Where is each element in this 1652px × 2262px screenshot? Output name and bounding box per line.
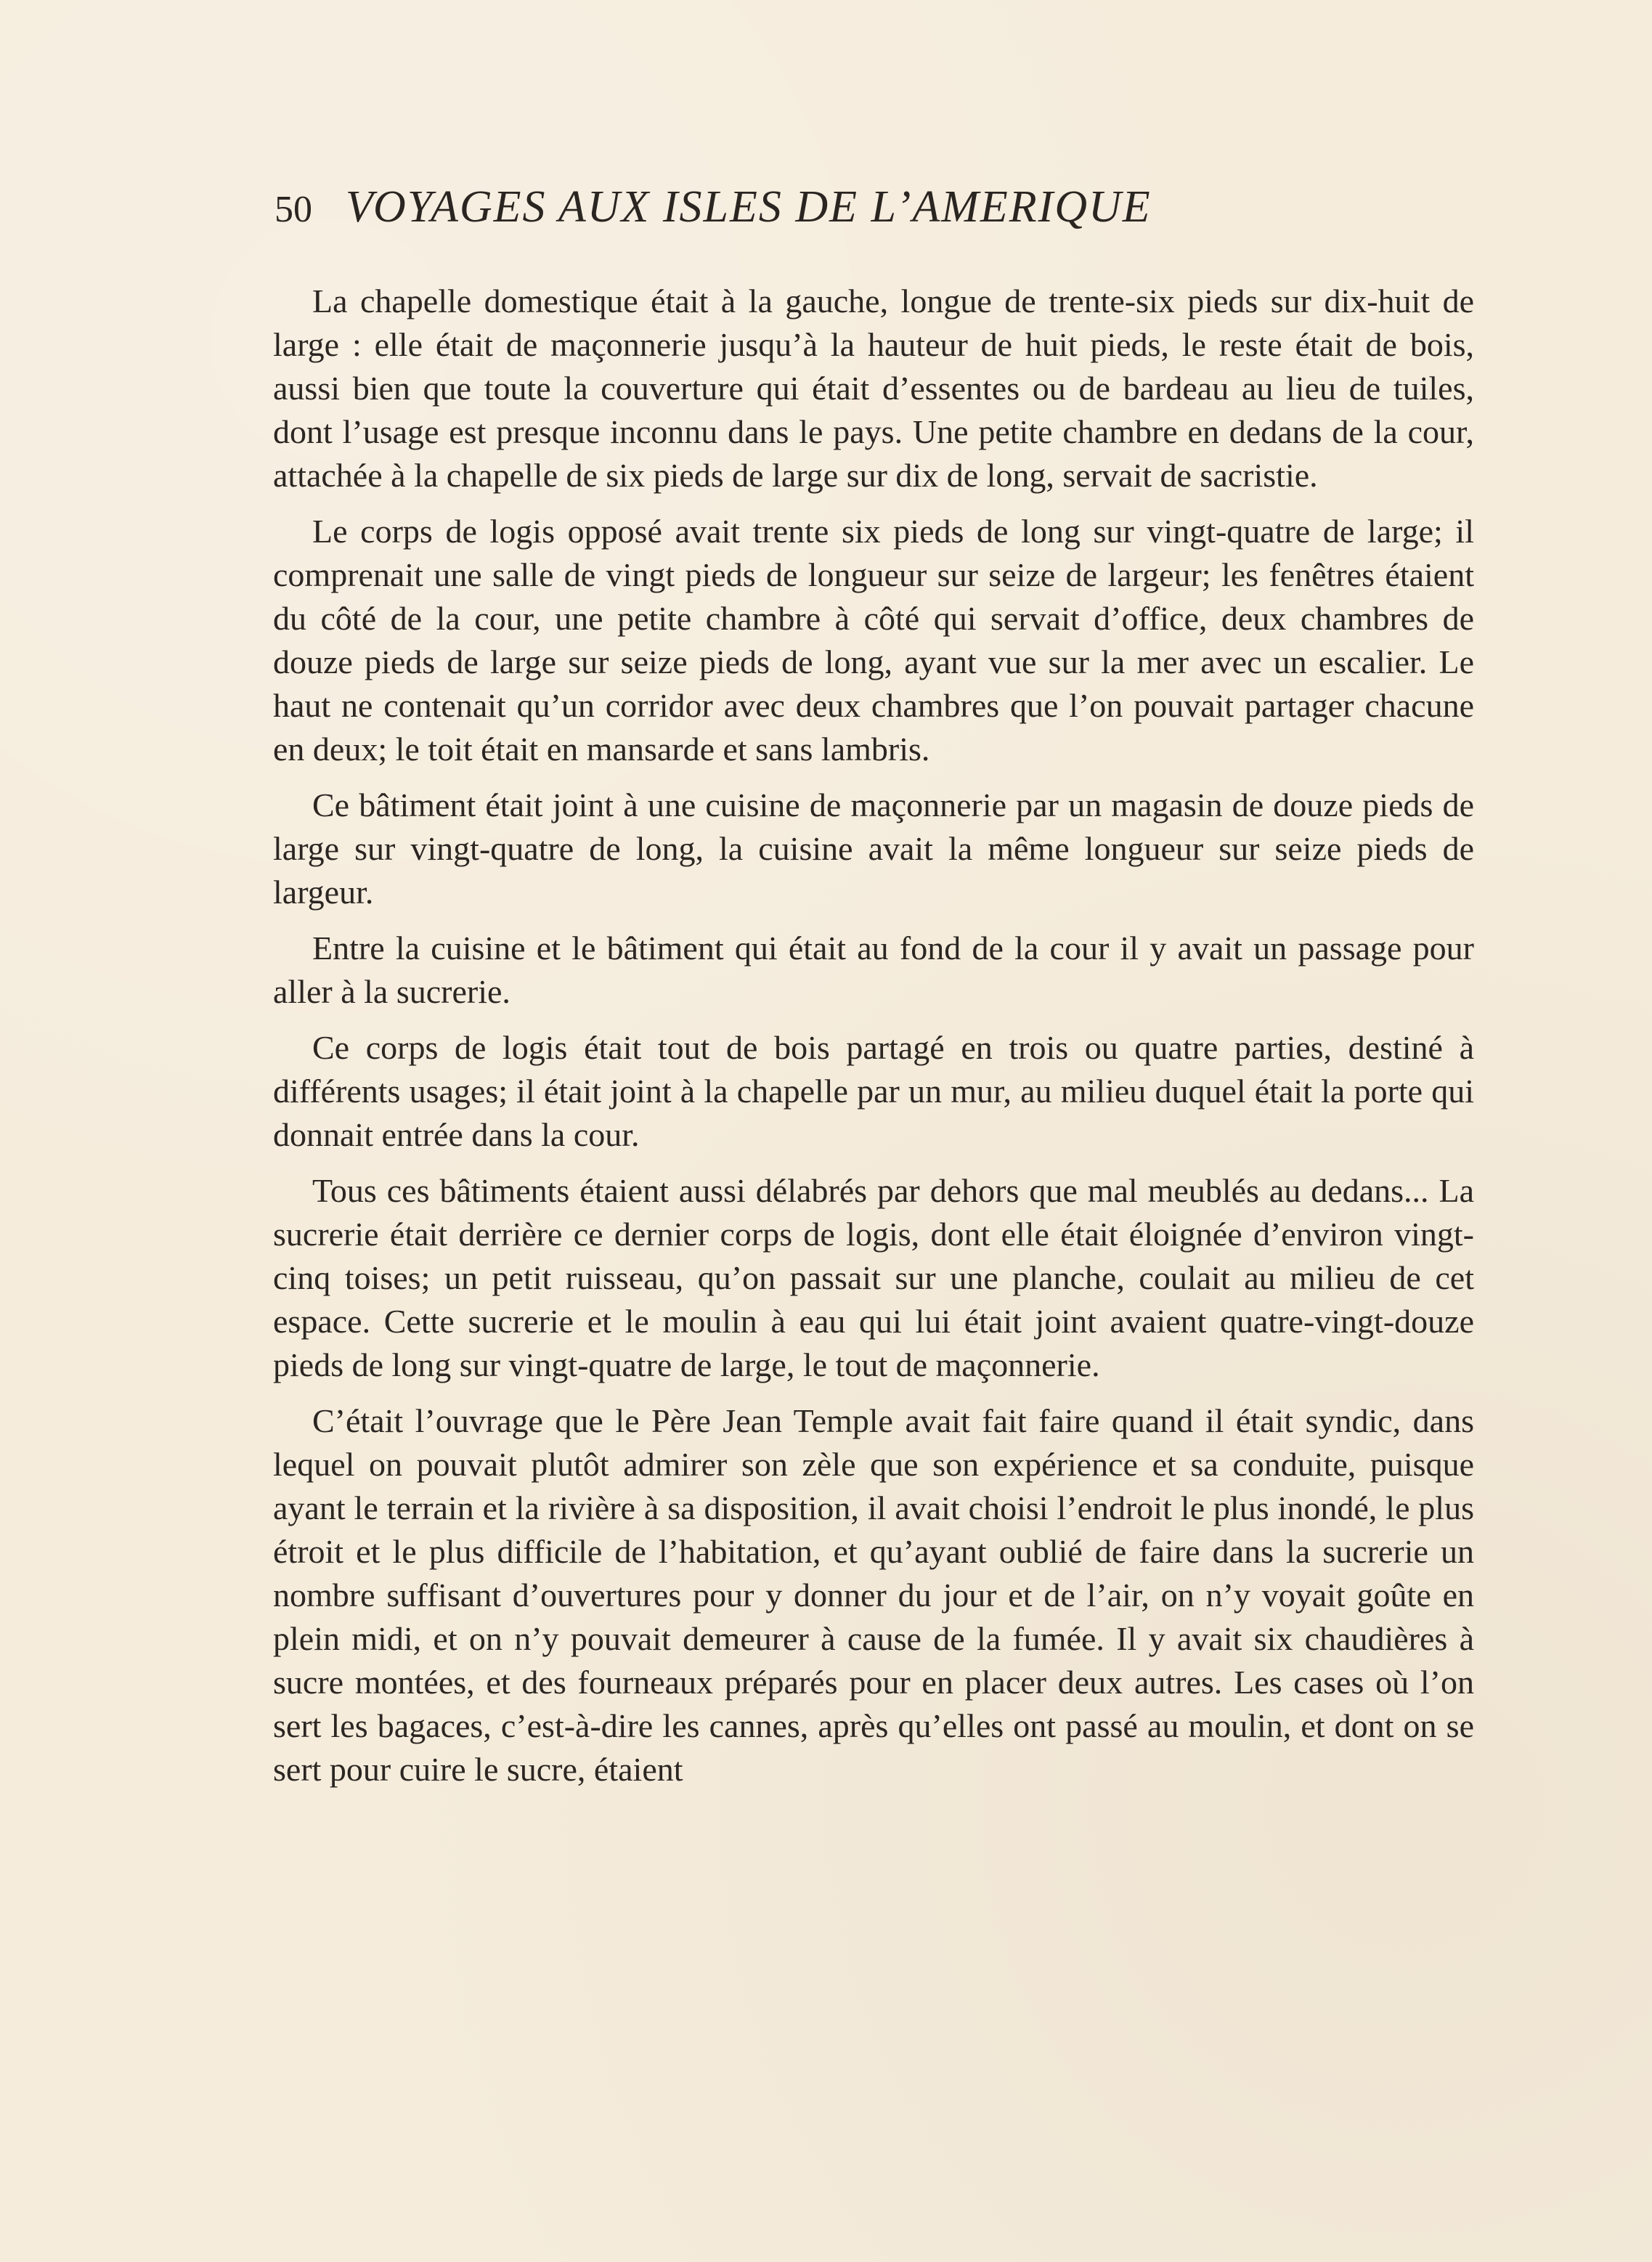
paragraph-batiment-cuisine: Ce bâtiment était joint à une cuisine de maçonnerie par un magasin de douze pieds de large sur vingt-quatre de long, la cuisine avait la même longueur sur seize pieds de largeur. — [273, 786, 1474, 911]
paragraph-batiments-delabres: Tous ces bâtiments étaient aussi délabrés par dehors que mal meublés au dedans... La sucrerie était derrière ce dernier corps de logis, dont elle était éloignée d’environ vingt-cinq toises; un petit ruisseau, qu’on passait sur une planche, coulait au milieu de cet espace. Cette sucrerie et le moulin à eau qui lui était joint avaient quatre-vingt-douze pieds de long sur vingt-quatre de large, le tout de maçonnerie. — [273, 1172, 1474, 1383]
page-number: 50 — [274, 189, 312, 230]
paragraph-pere-jean-temple: C’était l’ouvrage que le Père Jean Temple avait fait faire quand il était syndic, dans lequel on pouvait plutôt admirer son zèle que son expérience et sa conduite, puisque ayant le terrain et la rivière à sa disposition, il avait choisi l’endroit le plus inondé, le plus étroit et le plus difficile de l’habitation, et qu’ayant oublié de faire dans la sucrerie un nombre suffisant d’ouvertures pour y donner du jour et de l’air, on n’y voyait goûte en plein midi, et on n’y pouvait demeurer à cause de la fumée. Il y avait six chaudières à sucre montées, et des fourneaux préparés pour en placer deux autres. Les cases où l’on sert les bagaces, c’est-à-dire les cannes, après qu’elles ont passé au moulin, et dont on se sert pour cuire le sucre, étaient — [273, 1402, 1474, 1788]
paragraph-chapelle: La chapelle domestique était à la gauche, longue de trente-six pieds sur dix-huit de large : elle était de maçonnerie jusqu’à la hauteur de huit pieds, le reste était de bois, aussi bien que toute la couverture qui était d’essentes ou de bardeau au lieu de tuiles, dont l’usage est presque inconnu dans le pays. Une petite chambre en dedans de la cour, attachée à la chapelle de six pieds de large sur dix de long, servait de sacristie. — [273, 282, 1474, 494]
paragraph-corps-de-bois: Ce corps de logis était tout de bois partagé en trois ou quatre parties, destiné à différents usages; il était joint à la chapelle par un mur, au milieu duquel était la porte qui donnait entrée dans la cour. — [273, 1029, 1474, 1153]
paragraph-corps-de-logis: Le corps de logis opposé avait trente six pieds de long sur vingt-quatre de large; il comprenait une salle de vingt pieds de longueur sur seize de largeur; les fenêtres étaient du côté de la cour, une petite chambre à côté qui servait d’office, deux chambres de douze pieds de large sur seize pieds de long, ayant vue sur la mer avec un escalier. Le haut ne contenait qu’un corridor avec deux chambres que l’on pouvait partager chacune en deux; le toit était en mansarde et sans lambris. — [273, 513, 1474, 768]
page-header — [274, 182, 1473, 240]
running-title: VOYAGES AUX ISLES DE L’AMERIQUE — [346, 182, 1152, 232]
body-text — [273, 280, 1474, 1804]
paragraph-passage-sucrerie: Entre la cuisine et le bâtiment qui était au fond de la cour il y avait un passage pour aller à la sucrerie. — [273, 929, 1474, 1010]
